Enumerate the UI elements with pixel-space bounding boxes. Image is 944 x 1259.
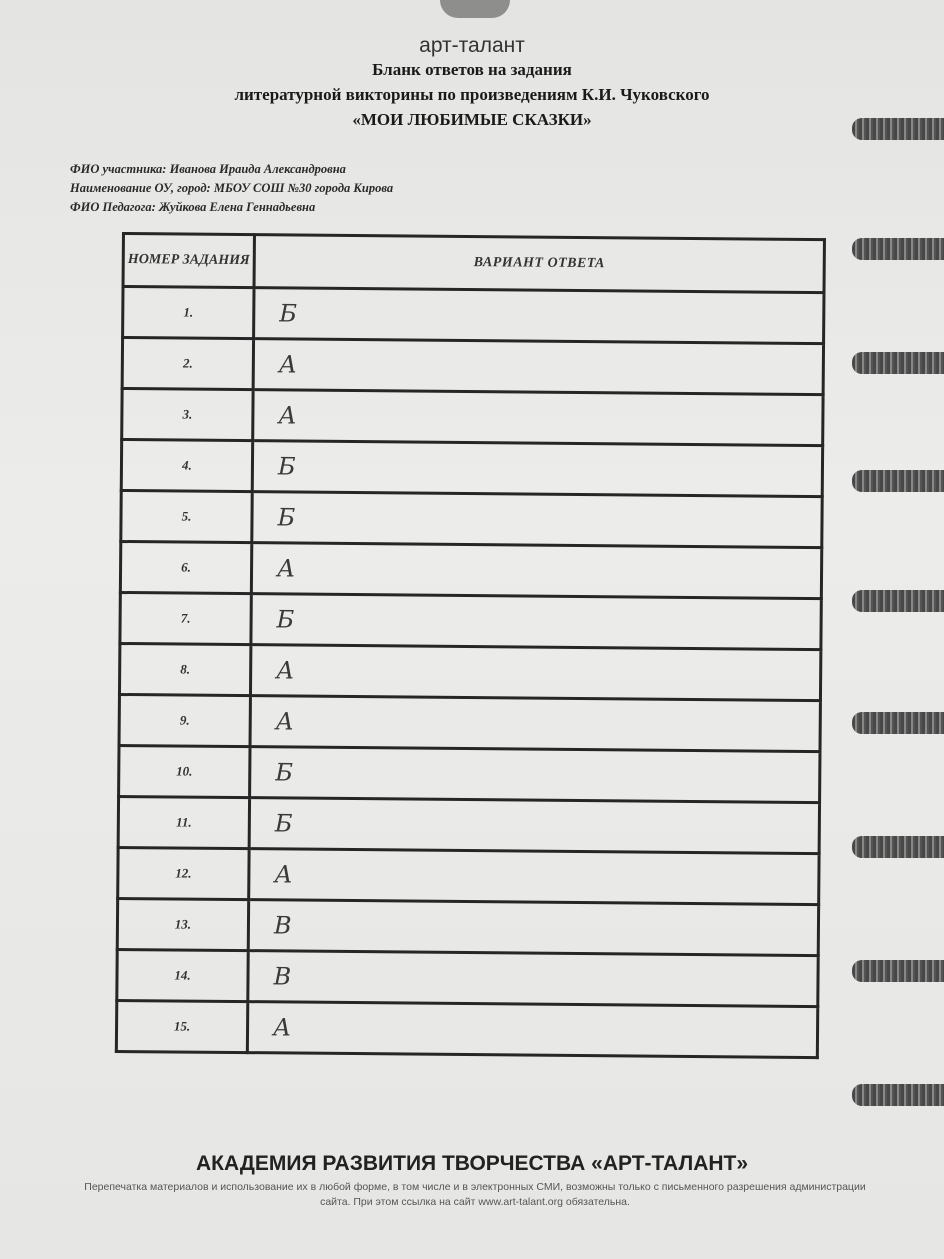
answer-value: Б [251, 594, 821, 650]
table-row [122, 389, 823, 446]
table-row [117, 949, 818, 1006]
task-number: 7. [120, 592, 251, 644]
task-number: 15. [116, 1000, 247, 1052]
answer-value: Б [254, 288, 824, 344]
answer-value: Б [250, 747, 820, 803]
logo-image [440, 0, 510, 18]
table-row [118, 796, 819, 853]
answer-value: В [248, 900, 818, 956]
footer-title: АКАДЕМИЯ РАЗВИТИЯ ТВОРЧЕСТВА «АРТ-ТАЛАНТ» [195, 1152, 749, 1175]
answer-value: А [250, 645, 820, 701]
task-number: 12. [118, 847, 249, 899]
brand-name: арт-талант [419, 34, 525, 57]
task-number: 4. [121, 440, 252, 492]
task-number: 6. [120, 542, 251, 594]
answers-table [115, 232, 826, 1059]
task-number: 11. [118, 796, 249, 848]
answer-value: Б [252, 492, 822, 548]
table-row [120, 592, 821, 649]
answer-value: В [248, 951, 818, 1007]
table-row [122, 338, 823, 395]
task-number: 5. [121, 491, 252, 543]
footer-copyright-note: Перепечатка материалов и использование их в любой форме, в том числе и в электронных СМИ, возможны только с письменного разрешения администрации сайта. При этом ссылка на сайт www.art-talant.org обязательна. [84, 1181, 866, 1208]
table-row [119, 643, 820, 700]
answer-value: Б [252, 441, 822, 497]
task-number: 14. [117, 949, 248, 1001]
task-number: 2. [122, 338, 253, 390]
table-header-row [123, 234, 824, 293]
task-number: 13. [117, 898, 248, 950]
table-row [117, 898, 818, 955]
teacher-name: ФИО Педагога: Жуйкова Елена Геннадьевна [70, 200, 316, 214]
answer-value: А [253, 339, 823, 395]
binding-ring [852, 238, 944, 260]
table-row [116, 1000, 817, 1057]
answer-value: А [249, 849, 819, 905]
binding-ring [852, 836, 944, 858]
binding-ring [852, 1084, 944, 1106]
binding-ring [852, 712, 944, 734]
column-header-answer: ВАРИАНТ ОТВЕТА [254, 235, 824, 293]
table-row [121, 491, 822, 548]
answer-value: Б [249, 798, 819, 854]
task-number: 1. [123, 287, 254, 339]
column-header-number: НОМЕР ЗАДАНИЯ [123, 234, 254, 288]
binding-ring [852, 470, 944, 492]
answer-value: А [253, 390, 823, 446]
task-number: 9. [119, 694, 250, 746]
table-row [121, 440, 822, 497]
form-title: Бланк ответов на задания [372, 60, 572, 79]
quiz-name: «МОИ ЛЮБИМЫЕ СКАЗКИ» [352, 110, 592, 129]
task-number: 8. [119, 643, 250, 695]
task-number: 10. [119, 745, 250, 797]
table-row [118, 847, 819, 904]
binding-ring [852, 590, 944, 612]
table-row [120, 542, 821, 599]
participant-name: ФИО участника: Иванова Ираида Александровна [70, 162, 346, 176]
binding-ring [852, 352, 944, 374]
table-row [119, 694, 820, 751]
table-row [119, 745, 820, 802]
answer-value: А [247, 1002, 817, 1058]
binding-ring [852, 960, 944, 982]
answer-value: А [251, 543, 821, 599]
school-name: Наименование ОУ, город: МБОУ СОШ №30 города Кирова [70, 181, 394, 195]
task-number: 3. [122, 389, 253, 441]
answer-value: А [250, 696, 820, 752]
table-row [123, 287, 824, 344]
quiz-subtitle: литературной викторины по произведениям К.И. Чуковского [234, 85, 710, 104]
